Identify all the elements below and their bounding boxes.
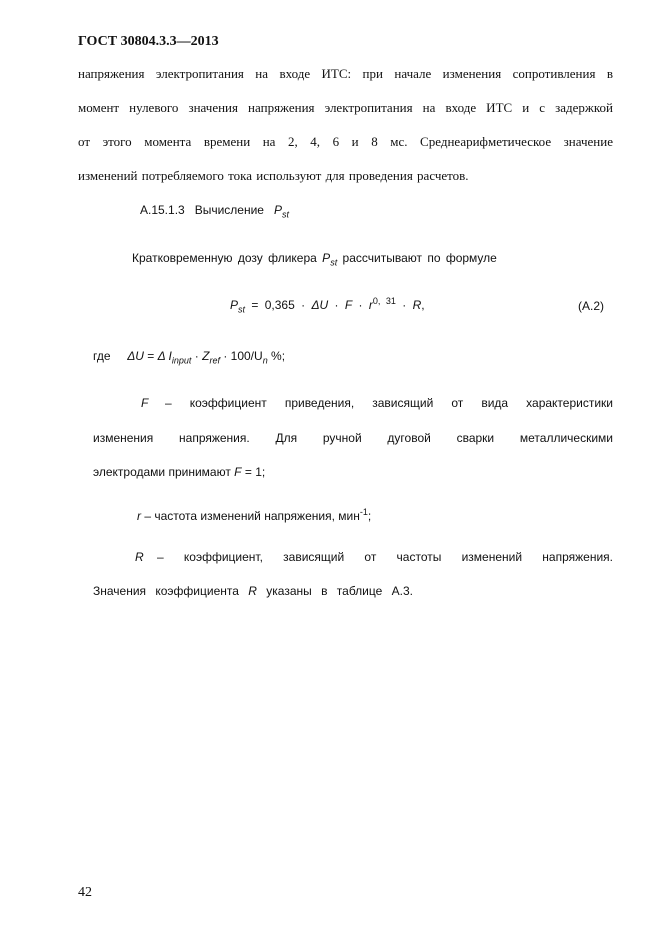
definition-f-line2: изменения напряжения. Для ручной дуговой сварки металлическими xyxy=(93,431,613,445)
definition-f-line1: F – коэффициент приведения, зависящий от вида характеристики xyxy=(141,396,613,410)
section-number: А.15.1.3 xyxy=(140,203,185,217)
section-title: Вычисление xyxy=(194,203,264,217)
paragraph-line: от этого момента времени на 2, 4, 6 и 8 мс. Среднеарифметическое значение xyxy=(78,134,613,149)
formula-label: (А.2) xyxy=(578,299,605,313)
definition-R-line1: R – коэффициент, зависящий от частоты изменений напряжения. xyxy=(135,550,613,564)
definition-f-line3: электродами принимают F = 1; xyxy=(93,465,266,479)
paragraph-line: напряжения электропитания на входе ИТС: при начале изменения сопротивления в xyxy=(78,66,613,81)
document-header: ГОСТ 30804.3.3—2013 xyxy=(78,34,219,49)
f-symbol: F xyxy=(141,396,149,410)
paragraph-line: изменений потребляемого тока используют для проведения расчетов. xyxy=(78,168,469,183)
page-number: 42 xyxy=(78,885,92,900)
r-symbol: r xyxy=(137,509,141,523)
formula-a2: $P_{st} = 0,365 \cdot \Delta U \cdot F \cdot r^{0, 31} \cdot R$, xyxy=(230,296,425,315)
R-symbol: R xyxy=(135,550,144,564)
formula-intro: Кратковременную дозу фликера $P_{st}$ рассчитывают по формуле xyxy=(132,251,497,268)
paragraph-line: момент нулевого значения напряжения электропитания на входе ИТС и с задержкой xyxy=(78,100,613,115)
pst-symbol: P xyxy=(274,203,283,217)
definition-R-line2: Значения коэффициента R указаны в таблице А.3. xyxy=(93,584,413,598)
pst-symbol: P xyxy=(322,251,331,265)
definition-r: r – частота изменений напряжения, мин$^{-1}$; xyxy=(137,507,372,523)
where-line: где ΔU = Δ $I_{input} \cdot Z_{ref} \cdot 100/U_n$ %; xyxy=(93,349,286,366)
section-heading: А.15.1.3 Вычисление $P_{st}$ xyxy=(140,203,290,220)
